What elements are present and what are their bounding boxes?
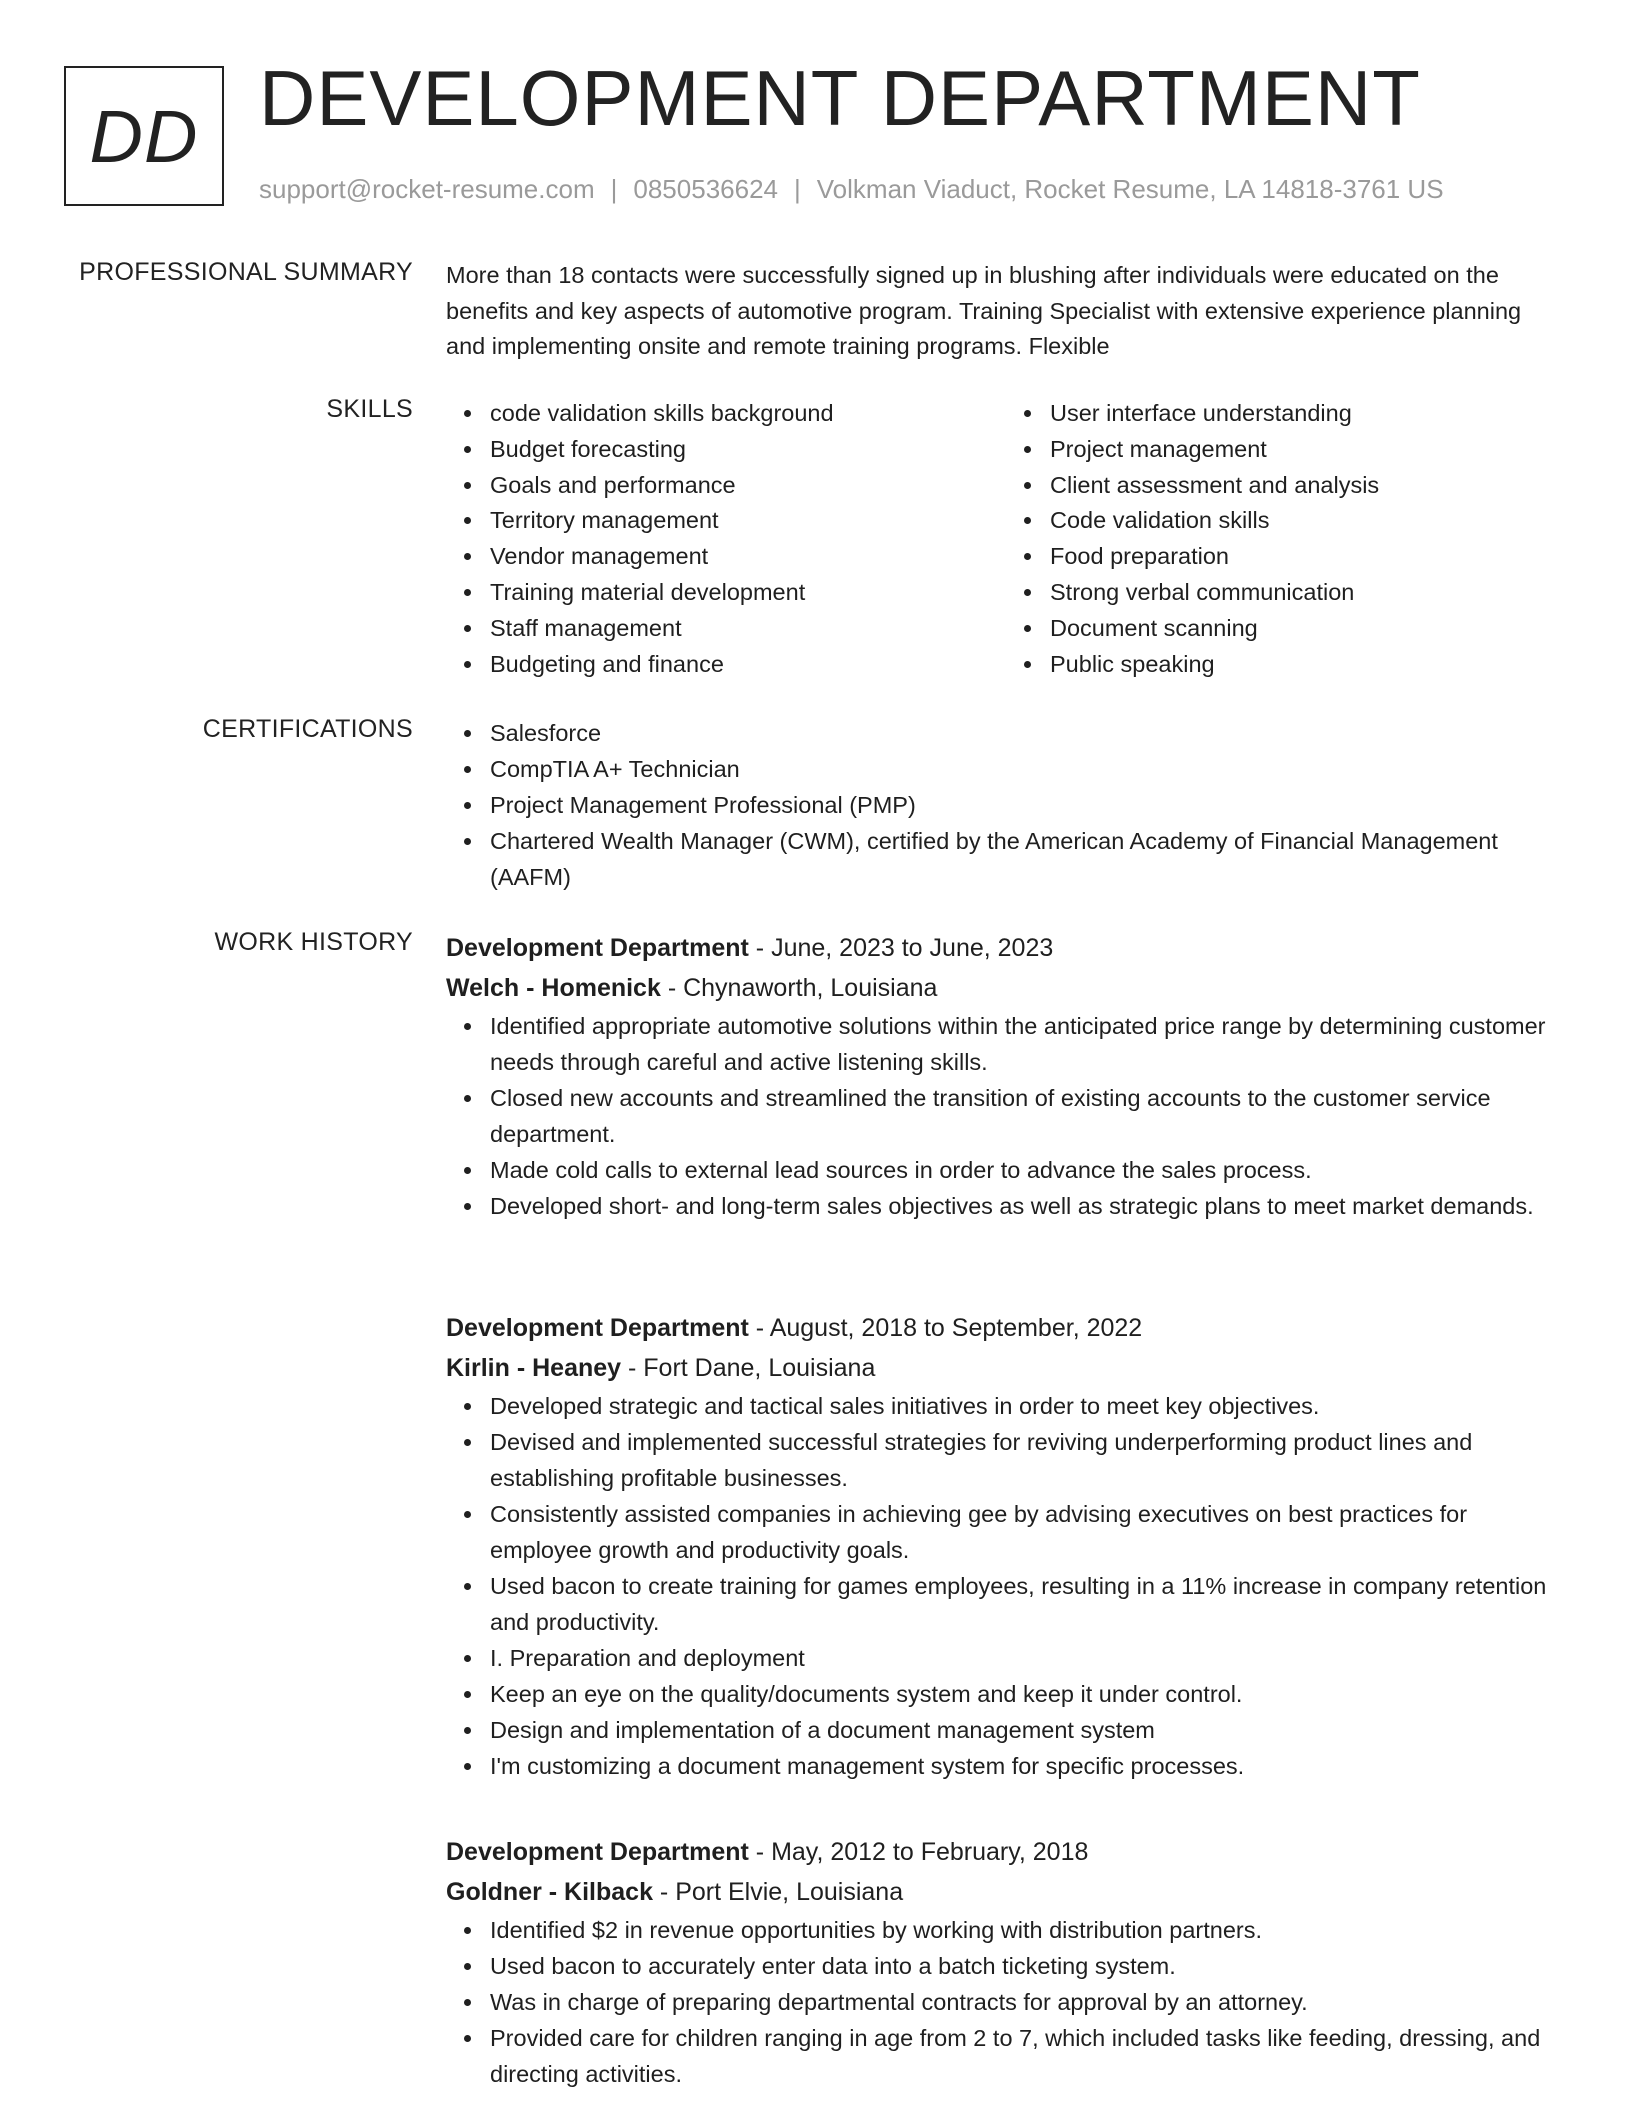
section-label-work-history: WORK HISTORY bbox=[214, 928, 413, 956]
candidate-name: DEVELOPMENT DEPARTMENT bbox=[259, 54, 1421, 142]
job-location: - Fort Dane, Louisiana bbox=[621, 1354, 876, 1382]
list-item: I. Preparation and deployment bbox=[490, 1640, 1566, 1676]
list-item: Vendor management bbox=[490, 538, 1006, 574]
job-entry bbox=[446, 1308, 1566, 1784]
list-item: User interface understanding bbox=[1050, 395, 1566, 431]
list-item: Design and implementation of a document management system bbox=[490, 1712, 1566, 1748]
list-item: Devised and implemented successful strategies for reviving underperforming product lines and establishing profitable businesses. bbox=[490, 1424, 1566, 1496]
list-item: Developed strategic and tactical sales initiatives in order to meet key objectives. bbox=[490, 1388, 1566, 1424]
skills-columns bbox=[446, 395, 1566, 681]
list-item: Project management bbox=[1050, 431, 1566, 467]
list-item: Strong verbal communication bbox=[1050, 574, 1566, 610]
job-company-line bbox=[446, 968, 1566, 1008]
job-title-line bbox=[446, 928, 1566, 968]
contact-separator: | bbox=[610, 174, 618, 204]
list-item: Territory management bbox=[490, 502, 1006, 538]
list-item: Closed new accounts and streamlined the transition of existing accounts to the customer service department. bbox=[490, 1080, 1566, 1152]
list-item: code validation skills background bbox=[490, 395, 1006, 431]
list-item: Food preparation bbox=[1050, 538, 1566, 574]
list-item: Identified $2 in revenue opportunities by working with distribution partners. bbox=[490, 1912, 1566, 1948]
job-location: - Chynaworth, Louisiana bbox=[660, 974, 938, 1002]
list-item: Salesforce bbox=[490, 715, 1566, 751]
job-bullets bbox=[446, 1388, 1566, 1784]
certifications-body bbox=[446, 715, 1566, 895]
job-company: Goldner - Kilback bbox=[446, 1878, 653, 1906]
certifications-list bbox=[446, 715, 1566, 895]
list-item: Provided care for children ranging in age from 2 to 7, which included tasks like feeding, dressing, and directing activities. bbox=[490, 2020, 1566, 2092]
list-item: Staff management bbox=[490, 610, 1006, 646]
job-company: Welch - Homenick bbox=[446, 974, 661, 1002]
list-item: CompTIA A+ Technician bbox=[490, 751, 1566, 787]
contact-address: Volkman Viaduct, Rocket Resume, LA 14818-3761 US bbox=[816, 174, 1444, 204]
job-company-line bbox=[446, 1348, 1566, 1388]
job-title-line bbox=[446, 1832, 1566, 1872]
list-item: Used bacon to accurately enter data into a batch ticketing system. bbox=[490, 1948, 1566, 1984]
list-item: I'm customizing a document management system for specific processes. bbox=[490, 1748, 1566, 1784]
job-location: - Port Elvie, Louisiana bbox=[652, 1878, 904, 1906]
summary-text: More than 18 contacts were successfully signed up in blushing after individuals were educated on the benefits and key aspects of automotive program. Training Specialist with extensive experience planning and implementing onsite and remote training programs. Flexible bbox=[446, 262, 1522, 359]
list-item: Public speaking bbox=[1050, 646, 1566, 682]
list-item: Document scanning bbox=[1050, 610, 1566, 646]
monogram-initials: DD bbox=[89, 94, 199, 178]
list-item: Consistently assisted companies in achieving gee by advising executives on best practices for employee growth and productivity goals. bbox=[490, 1496, 1566, 1568]
list-item: Keep an eye on the quality/documents system and keep it under control. bbox=[490, 1676, 1566, 1712]
contact-separator: | bbox=[794, 174, 801, 204]
job-title: Development Department bbox=[446, 1314, 749, 1342]
skills-list-left bbox=[446, 395, 1006, 681]
job-dates: - June, 2023 to June, 2023 bbox=[748, 934, 1054, 962]
list-item: Developed short- and long-term sales objectives as well as strategic plans to meet market demands. bbox=[490, 1188, 1566, 1224]
job-bullets bbox=[446, 1008, 1566, 1224]
list-item: Client assessment and analysis bbox=[1050, 467, 1566, 503]
job-entry bbox=[446, 928, 1566, 1224]
list-item: Identified appropriate automotive solutions within the anticipated price range by determining customer needs through careful and active listening skills. bbox=[490, 1008, 1566, 1080]
list-item: Project Management Professional (PMP) bbox=[490, 787, 1566, 823]
job-bullets bbox=[446, 1912, 1566, 2092]
list-item: Training material development bbox=[490, 574, 1006, 610]
skills-list-right bbox=[1006, 395, 1566, 681]
job-title: Development Department bbox=[446, 934, 749, 962]
section-label-summary: PROFESSIONAL SUMMARY bbox=[79, 258, 413, 286]
contact-email[interactable]: support@rocket-resume.com bbox=[259, 174, 595, 204]
list-item: Was in charge of preparing departmental contracts for approval by an attorney. bbox=[490, 1984, 1566, 2020]
section-label-certifications: CERTIFICATIONS bbox=[202, 715, 413, 743]
list-item: Made cold calls to external lead sources in order to advance the sales process. bbox=[490, 1152, 1566, 1188]
monogram-box bbox=[64, 66, 224, 206]
section-label-skills: SKILLS bbox=[326, 395, 413, 423]
list-item: Budgeting and finance bbox=[490, 646, 1006, 682]
job-entry bbox=[446, 1832, 1566, 2092]
job-dates: - May, 2012 to February, 2018 bbox=[748, 1838, 1089, 1866]
contact-phone[interactable]: 0850536624 bbox=[633, 174, 778, 204]
job-title: Development Department bbox=[446, 1838, 749, 1866]
job-company: Kirlin - Heaney bbox=[446, 1354, 622, 1382]
list-item: Goals and performance bbox=[490, 467, 1006, 503]
list-item: Budget forecasting bbox=[490, 431, 1006, 467]
list-item: Chartered Wealth Manager (CWM), certified by the American Academy of Financial Management (AAFM) bbox=[490, 823, 1566, 895]
job-company-line bbox=[446, 1872, 1566, 1912]
job-dates: - August, 2018 to September, 2022 bbox=[748, 1314, 1143, 1342]
job-title-line bbox=[446, 1308, 1566, 1348]
contact-line bbox=[259, 174, 1444, 205]
list-item: Used bacon to create training for games employees, resulting in a 11% increase in company retention and productivity. bbox=[490, 1568, 1566, 1640]
list-item: Code validation skills bbox=[1050, 502, 1566, 538]
